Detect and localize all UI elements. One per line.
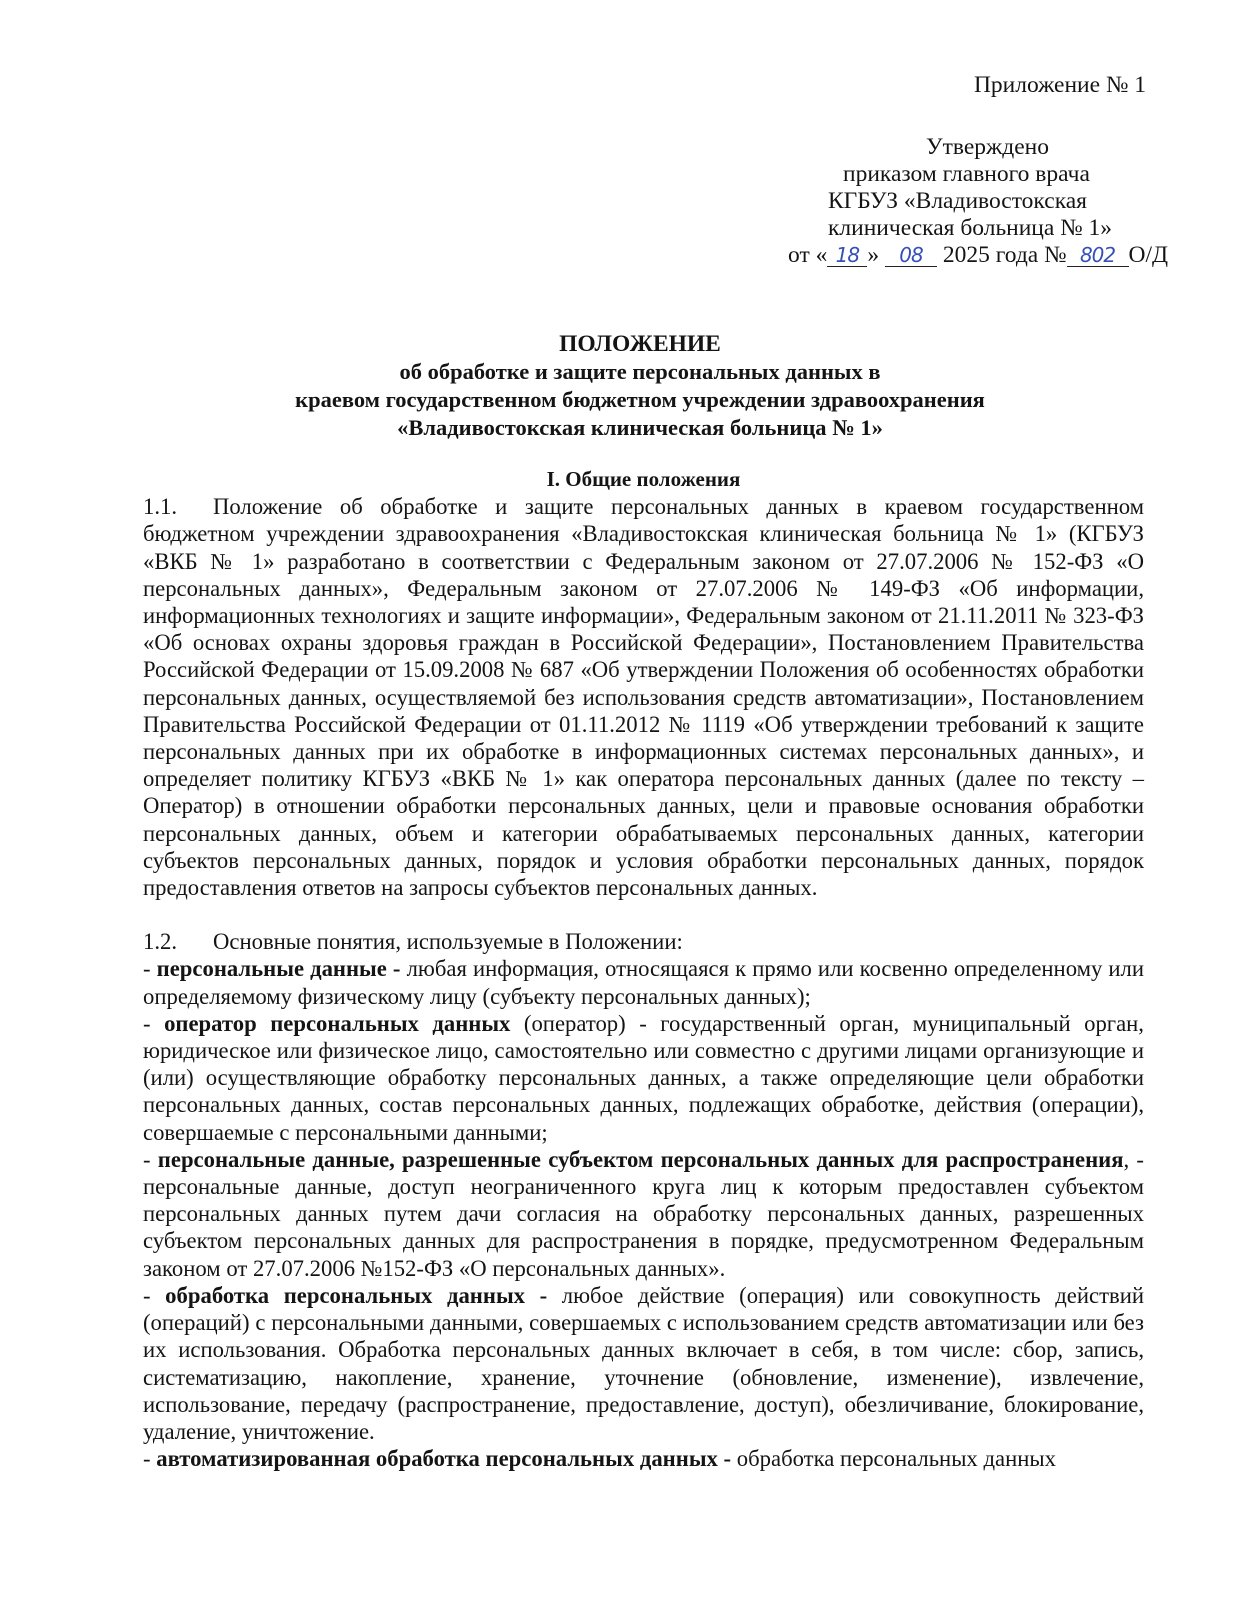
paragraph-number: 1.1. bbox=[143, 494, 178, 520]
definition-term: персональные данные, разрешенные субъектом персональных данных для распространения bbox=[157, 1146, 1124, 1172]
definition-term: обработка персональных данных - bbox=[165, 1282, 548, 1308]
title-line: «Владивостокская клиническая больница № 1» bbox=[397, 415, 883, 440]
title-line: об обработке и защите персональных данных в bbox=[399, 359, 881, 384]
approval-date-line: от « 18 » 08 2025 года № 802 О/Д bbox=[788, 242, 1169, 268]
definition-item: - автоматизированная обработка персональных данных - обработка персональных данных bbox=[143, 1446, 1056, 1472]
title-line: ПОЛОЖЕНИЕ bbox=[559, 331, 721, 357]
approval-line: Утверждено bbox=[926, 134, 1049, 160]
definition-item: - персональные данные, разрешенные субъектом персональных данных для распространения, - персональные данные, доступ неограниченного круга лиц к которым предоставлен субъектом персональных данных путем дачи согласия на обработку персональных данных, разрешенных субъектом персональных данных для распространения в порядке, предусмотренном Федеральным законом от 27.07.2006 №152-ФЗ «О персональных данных». bbox=[143, 1146, 1144, 1281]
handwritten-month: 08 bbox=[899, 243, 923, 267]
title-line: краевом государственном бюджетном учреждении здравоохранения bbox=[295, 387, 985, 412]
definition-item: - оператор персональных данных (оператор) - государственный орган, муниципальный орган, юридическое или физическое лицо, самостоятельно или совместно с другими лицами организующие и (или) осуществляющие обработку персональных данных, а также определяющие цели обработки персональных данных, состав персональных данных, подлежащих обработке, действия (операции), совершаемые с персональными данными; bbox=[143, 1010, 1144, 1145]
paragraph-1-2: 1.2. Основные понятия, используемые в Положении: bbox=[143, 929, 683, 955]
definition-term: автоматизированная обработка персональных данных - bbox=[156, 1446, 732, 1472]
approval-line: клиническая больница № 1» bbox=[828, 215, 1112, 241]
definition-term: оператор персональных данных bbox=[164, 1010, 511, 1036]
paragraph-1-1: 1.1. Положение об обработке и защите персональных данных в краевом государственном бюджетном учреждении здравоохранения «Владивостокская клиническая больница № 1» (КГБУЗ «ВКБ № 1» разработано в соответствии с Федеральным законом от 27.07.2006 № 152-ФЗ «О персональных данных», Федеральным законом от 27.07.2006 № 149-ФЗ «Об информации, информационных технологиях и защите информации», Федеральным законом от 21.11.2011 № 323-ФЗ «Об основах охраны здоровья граждан в Российской Федерации», Постановлением Правительства Российской Федерации от 15.09.2008 № 687 «Об утверждении Положения об особенностях обработки персональных данных, осуществляемой без использования средств автоматизации», Постановлением Правительства Российской Федерации от 01.11.2012 № 1119 «Об утверждении требований к защите персональных данных при их обработке в информационных системах персональных данных», и определяет политику КГБУЗ «ВКБ № 1» как оператора персональных данных (далее по тексту – Оператор) в отношении обработки персональных данных, цели и правовые основания обработки персональных данных, объем и категории обрабатываемых персональных данных, категории субъектов персональных данных, порядок и условия обработки персональных данных, порядок предоставления ответов на запросы субъектов персональных данных. bbox=[143, 494, 1144, 901]
handwritten-day: 18 bbox=[835, 243, 860, 267]
document-title bbox=[120, 330, 1160, 442]
paragraph-number: 1.2. bbox=[143, 929, 178, 955]
definition-item: - персональные данные - любая информация, относящаяся к прямо или косвенно определенному или определяемому физическому лицу (субъекту персональных данных); bbox=[143, 956, 1144, 1009]
handwritten-order-number: 802 bbox=[1079, 243, 1116, 267]
document-body bbox=[143, 466, 1144, 1472]
appendix-label: Приложение № 1 bbox=[973, 72, 1146, 98]
definition-term: персональные данные - bbox=[156, 956, 401, 982]
approval-line: КГБУЗ «Владивостокская bbox=[828, 188, 1087, 214]
section-heading: I. Общие положения bbox=[546, 467, 741, 491]
definition-item: - обработка персональных данных - любое действие (операция) или совокупность действий (операций) с персональными данными, совершаемых с использованием средств автоматизации или без их использования. Обработка персональных данных включает в себя, в том числе: сбор, запись, систематизацию, накопление, хранение, уточнение (обновление, изменение), извлечение, использование, передачу (распространение, предоставление, доступ), обезличивание, блокирование, удаление, уничтожение. bbox=[143, 1282, 1144, 1444]
approval-line: приказом главного врача bbox=[843, 161, 1090, 187]
approval-block bbox=[788, 134, 1169, 269]
